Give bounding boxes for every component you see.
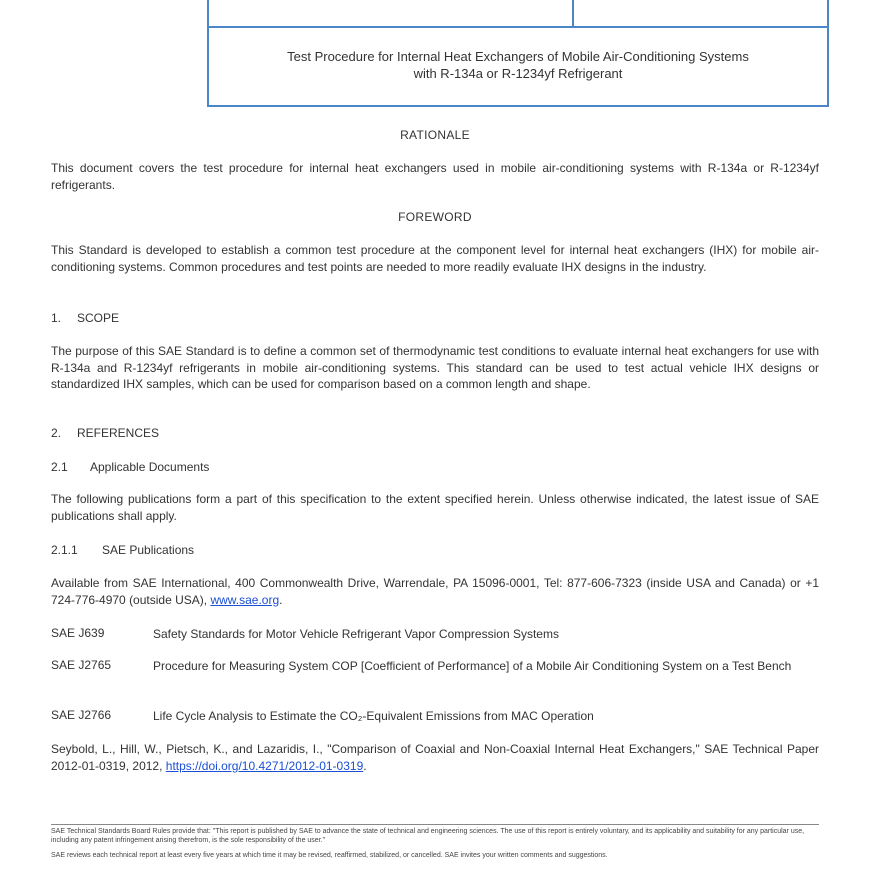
ref-description: Procedure for Measuring System COP [Coefficient of Performance] of a Mobile Air Conditioning System on a Test Bench (153, 659, 792, 673)
paper-citation (51, 741, 819, 774)
ref-code: SAE J639 (51, 626, 105, 640)
availability-end: . (279, 592, 283, 607)
sae-pub-number: 2.1.1 (51, 543, 78, 557)
header-box (207, 0, 829, 107)
references-heading: REFERENCES (77, 426, 160, 440)
applicable-heading: Applicable Documents (90, 460, 210, 474)
document-title-line1: Test Procedure for Internal Heat Exchangers of Mobile Air-Conditioning Systems (287, 49, 749, 64)
document-title-line2: with R-134a or R-1234yf Refrigerant (413, 66, 623, 81)
availability-body: Available from SAE International, 400 Commonwealth Drive, Warrendale, PA 15096-0001, Tel: 877-606-7323 (inside USA and Canada) or +1 724-776-4970 (outside USA), (51, 576, 819, 607)
header-divider (572, 0, 574, 26)
ref-code: SAE J2766 (51, 708, 112, 722)
footer-line2: SAE reviews each technical report at least every five years at which time it may be revised, reaffirmed, stabilized, or cancelled. SAE invites your written comments and suggestions. (51, 852, 608, 859)
availability-text (51, 575, 819, 608)
paper-citation-end: . (363, 758, 367, 773)
paper-citation-body: Seybold, L., Hill, W., Pietsch, K., and Lazaridis, I., "Comparison of Coaxial and Non-Coaxial Internal Heat Exchangers," SAE Technical Paper 2012-01-0319, 2012, (51, 742, 819, 773)
foreword-text: This Standard is developed to establish a common test procedure at the component level for internal heat exchangers (IHX) for mobile air-conditioning systems. Common procedures and test points are needed to more readily evaluate IHX designs in the industry. (51, 243, 819, 274)
footer-rule (51, 824, 819, 825)
ref-code: SAE J2765 (51, 658, 112, 672)
scope-number: 1. (51, 311, 62, 325)
rationale-heading: RATIONALE (400, 128, 470, 142)
rationale-text: This document covers the test procedure for internal heat exchangers used in mobile air-conditioning systems with R-134a or R-1234yf refrigerants. (51, 161, 819, 192)
scope-text: The purpose of this SAE Standard is to define a common set of thermodynamic test conditions to evaluate internal heat exchangers for use with R-134a and R-1234yf refrigerants in mobile air-conditioning systems. This standard can be used to test actual vehicle IHX designs or standardized IHX samples, which can be used for comparison based on a common length and shape. (51, 344, 819, 391)
foreword-heading: FOREWORD (398, 210, 472, 224)
document-title (209, 48, 827, 82)
applicable-number: 2.1 (51, 460, 68, 474)
footer-line1: SAE Technical Standards Board Rules provide that: "This report is published by SAE to advance the state of technical and engineering sciences. The use of this report is entirely voluntary, and its applicability and suitability for any particular use, including any patent infringement arising therefrom, is the sole responsibility of the user." (51, 828, 805, 844)
references-number: 2. (51, 426, 62, 440)
applicable-text: The following publications form a part of this specification to the extent specified herein. Unless otherwise indicated, the latest issue of SAE publications shall apply. (51, 492, 819, 523)
sae-pub-heading: SAE Publications (102, 543, 195, 557)
header-top-row (209, 0, 827, 28)
scope-heading: SCOPE (77, 311, 120, 325)
sae-website-link[interactable]: www.sae.org (210, 592, 280, 607)
ref-description: Life Cycle Analysis to Estimate the CO₂-Equivalent Emissions from MAC Operation (153, 709, 594, 723)
ref-description: Safety Standards for Motor Vehicle Refrigerant Vapor Compression Systems (153, 627, 559, 641)
doi-link[interactable]: https://doi.org/10.4271/2012-01-0319 (165, 758, 364, 773)
